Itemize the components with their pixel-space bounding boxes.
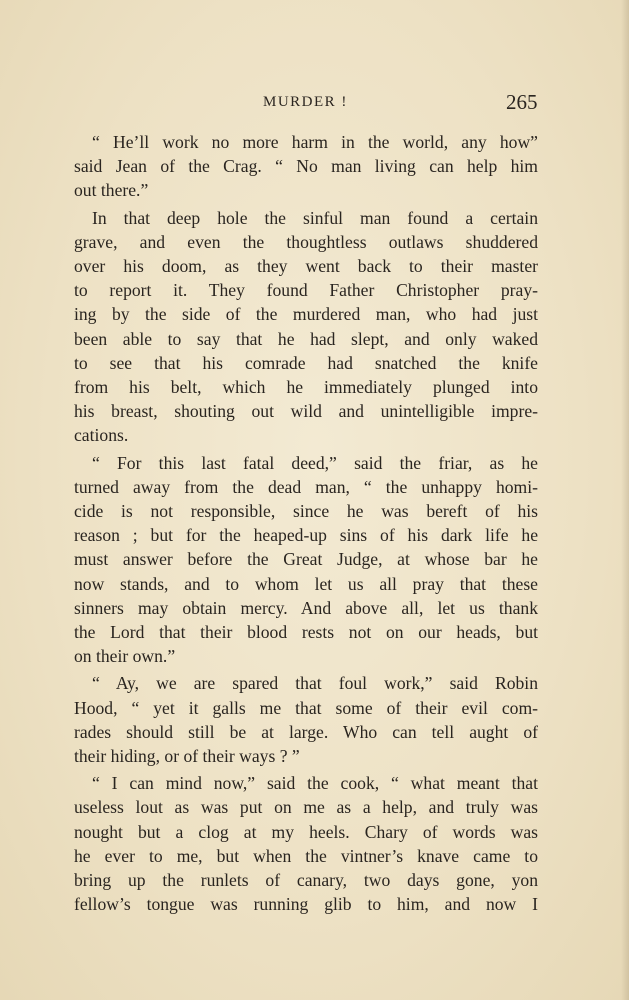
text-line: reason ; but for the heaped-up sins of his dark life he <box>74 525 538 546</box>
text-line: fellow’s tongue was running glib to him, and now I <box>74 894 538 915</box>
text-line: now stands, and to whom let us all pray that these <box>74 573 538 594</box>
text-line: been able to say that he had slept, and only waked <box>74 328 538 349</box>
text-line: “ I can mind now,” said the cook, “ what meant that <box>92 773 538 794</box>
text-line: In that deep hole the sinful man found a certain <box>92 207 538 228</box>
text-line: from his belt, which he immediately plunged into <box>74 377 538 398</box>
text-line: “ For this last fatal deed,” said the friar, as he <box>92 452 538 473</box>
text-line: useless lout as was put on me as a help, and truly was <box>74 797 538 818</box>
text-line: bring up the runlets of canary, two days gone, yon <box>74 870 538 891</box>
page-edge-shadow <box>621 0 629 1000</box>
text-line: turned away from the dead man, “ the unhappy homi- <box>74 476 538 497</box>
text-line: said Jean of the Crag. “ No man living can help him <box>74 156 538 177</box>
text-line: “ Ay, we are spared that foul work,” said Robin <box>92 673 538 694</box>
text-line: cations. <box>74 425 129 446</box>
text-line: grave, and even the thoughtless outlaws shuddered <box>74 231 538 252</box>
text-line: Hood, “ yet it galls me that some of their evil com- <box>74 697 538 718</box>
text-line: cide is not responsible, since he was bereft of his <box>74 501 538 522</box>
page-number: 265 <box>506 90 538 114</box>
text-line: rades should still be at large. Who can tell aught of <box>74 721 538 742</box>
text-line: to report it. They found Father Christopher pray- <box>74 280 538 301</box>
text-line: to see that his comrade had snatched the knife <box>74 352 538 373</box>
text-line: their hiding, or of their ways ? ” <box>74 746 300 767</box>
text-line: over his doom, as they went back to their master <box>74 256 538 277</box>
running-head: MURDER ! <box>263 94 348 110</box>
text-line: on their own.” <box>74 646 176 667</box>
text-line: his breast, shouting out wild and unintelligible impre- <box>74 401 538 422</box>
text-line: “ He’ll work no more harm in the world, any how” <box>92 132 538 152</box>
text-line: must answer before the Great Judge, at whose bar he <box>74 549 538 570</box>
text-line: the Lord that their blood rests not on our heads, but <box>74 622 538 643</box>
text-line: out there.” <box>74 180 149 201</box>
page-header <box>0 90 629 120</box>
body-text <box>74 130 538 917</box>
text-line: nought but a clog at my heels. Chary of words was <box>74 821 538 842</box>
text-line: ing by the side of the murdered man, who had just <box>74 304 538 325</box>
text-line: he ever to me, but when the vintner’s knave came to <box>74 845 538 866</box>
text-line: sinners may obtain mercy. And above all, let us thank <box>74 597 538 618</box>
